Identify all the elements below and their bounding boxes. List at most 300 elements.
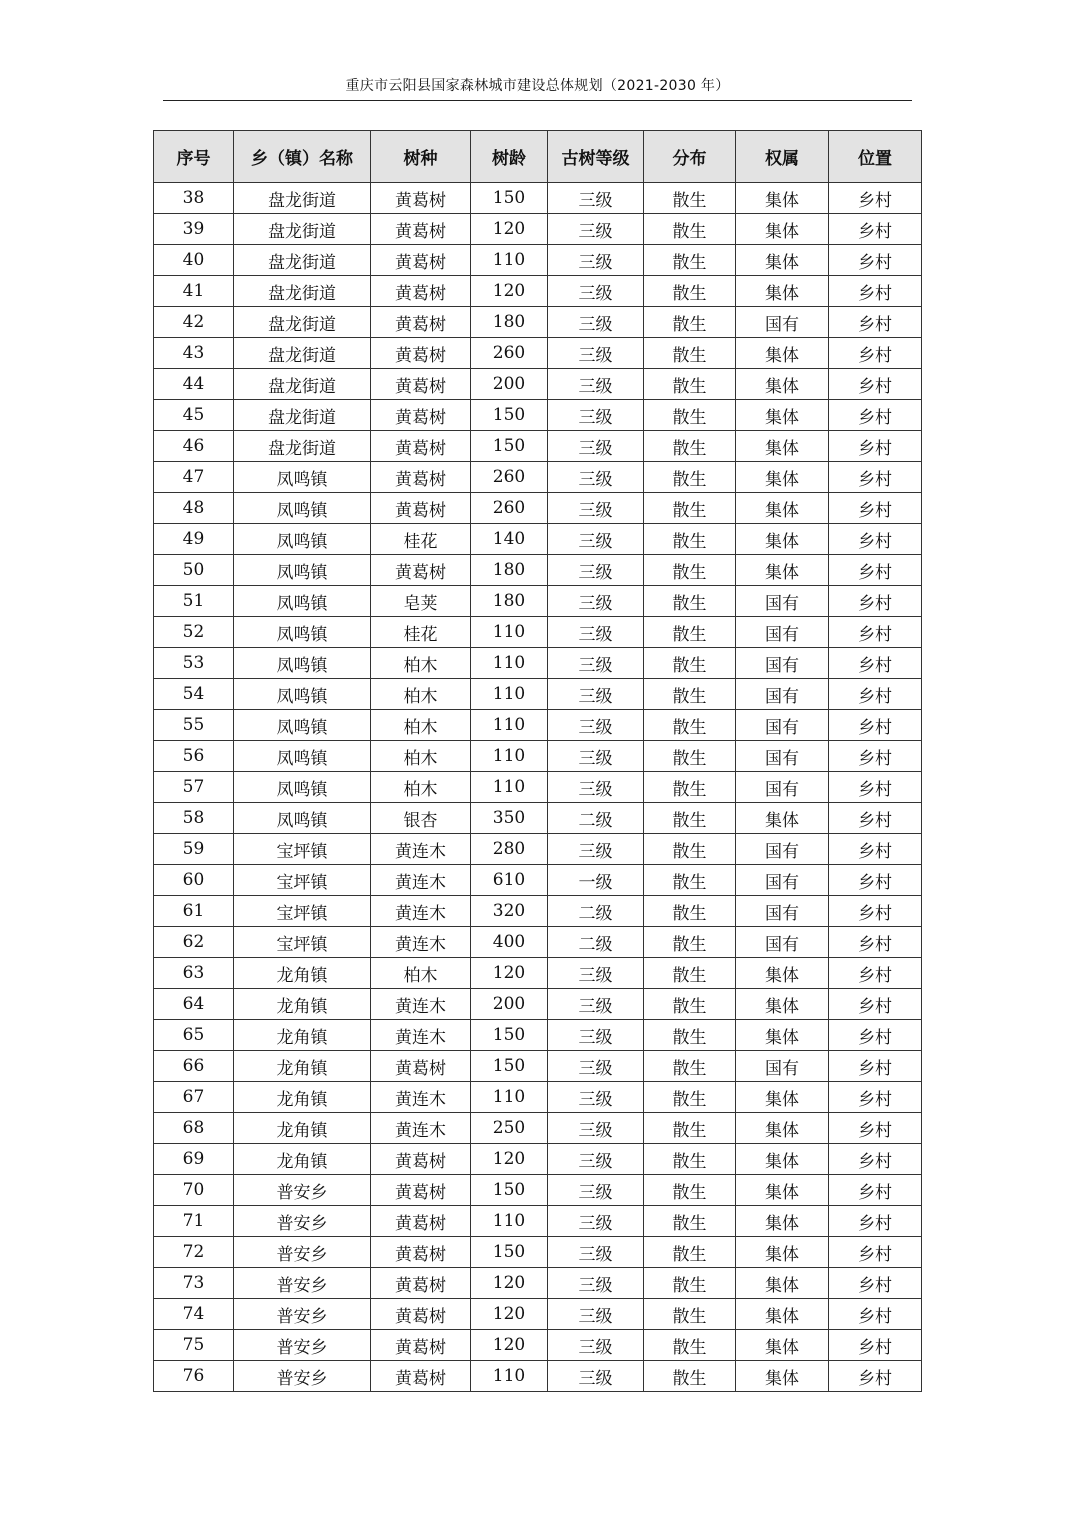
table-row (154, 555, 922, 586)
cell-distribution: 散生 (644, 648, 736, 679)
cell-location: 乡村 (829, 1330, 922, 1361)
cell-age: 400 (471, 927, 548, 958)
cell-location: 乡村 (829, 1051, 922, 1082)
table-row (154, 1175, 922, 1206)
cell-location: 乡村 (829, 183, 922, 214)
cell-age: 180 (471, 307, 548, 338)
cell-species: 柏木 (371, 679, 471, 710)
cell-township: 龙角镇 (234, 958, 371, 989)
cell-grade: 二级 (548, 927, 644, 958)
cell-distribution: 散生 (644, 586, 736, 617)
cell-index: 64 (154, 989, 234, 1020)
cell-species: 黄葛树 (371, 338, 471, 369)
cell-age: 120 (471, 1299, 548, 1330)
cell-age: 260 (471, 338, 548, 369)
cell-distribution: 散生 (644, 1299, 736, 1330)
table-row (154, 617, 922, 648)
cell-grade: 三级 (548, 276, 644, 307)
column-header-township: 乡（镇）名称 (234, 131, 371, 183)
cell-distribution: 散生 (644, 1175, 736, 1206)
cell-ownership: 国有 (736, 679, 829, 710)
cell-index: 42 (154, 307, 234, 338)
cell-ownership: 国有 (736, 710, 829, 741)
cell-species: 桂花 (371, 617, 471, 648)
cell-ownership: 集体 (736, 1268, 829, 1299)
cell-township: 普安乡 (234, 1330, 371, 1361)
cell-index: 39 (154, 214, 234, 245)
table-row (154, 741, 922, 772)
cell-ownership: 国有 (736, 772, 829, 803)
cell-index: 58 (154, 803, 234, 834)
cell-distribution: 散生 (644, 338, 736, 369)
cell-species: 黄葛树 (371, 1206, 471, 1237)
cell-species: 黄连木 (371, 989, 471, 1020)
cell-township: 凤鸣镇 (234, 555, 371, 586)
cell-township: 龙角镇 (234, 1113, 371, 1144)
cell-age: 110 (471, 679, 548, 710)
cell-age: 120 (471, 1144, 548, 1175)
cell-age: 110 (471, 772, 548, 803)
cell-age: 110 (471, 617, 548, 648)
cell-ownership: 国有 (736, 834, 829, 865)
table-row (154, 772, 922, 803)
cell-age: 150 (471, 1051, 548, 1082)
cell-age: 120 (471, 1330, 548, 1361)
cell-index: 48 (154, 493, 234, 524)
cell-township: 凤鸣镇 (234, 741, 371, 772)
cell-distribution: 散生 (644, 183, 736, 214)
cell-age: 260 (471, 493, 548, 524)
cell-location: 乡村 (829, 710, 922, 741)
cell-grade: 一级 (548, 865, 644, 896)
cell-age: 320 (471, 896, 548, 927)
cell-grade: 三级 (548, 834, 644, 865)
cell-grade: 三级 (548, 1020, 644, 1051)
cell-location: 乡村 (829, 1206, 922, 1237)
table-row (154, 338, 922, 369)
table-row (154, 307, 922, 338)
table-row (154, 431, 922, 462)
cell-distribution: 散生 (644, 555, 736, 586)
cell-ownership: 集体 (736, 1237, 829, 1268)
cell-township: 盘龙街道 (234, 431, 371, 462)
cell-index: 52 (154, 617, 234, 648)
cell-distribution: 散生 (644, 927, 736, 958)
cell-age: 150 (471, 431, 548, 462)
cell-distribution: 散生 (644, 617, 736, 648)
cell-township: 盘龙街道 (234, 214, 371, 245)
cell-grade: 三级 (548, 400, 644, 431)
table-row (154, 183, 922, 214)
table-row (154, 803, 922, 834)
cell-grade: 三级 (548, 338, 644, 369)
table-row (154, 679, 922, 710)
column-header-index: 序号 (154, 131, 234, 183)
cell-ownership: 集体 (736, 462, 829, 493)
cell-location: 乡村 (829, 369, 922, 400)
cell-index: 53 (154, 648, 234, 679)
table-row (154, 214, 922, 245)
table-row (154, 958, 922, 989)
cell-grade: 三级 (548, 555, 644, 586)
cell-index: 66 (154, 1051, 234, 1082)
cell-species: 皂荚 (371, 586, 471, 617)
cell-township: 盘龙街道 (234, 369, 371, 400)
cell-location: 乡村 (829, 307, 922, 338)
cell-grade: 三级 (548, 648, 644, 679)
cell-index: 44 (154, 369, 234, 400)
cell-township: 龙角镇 (234, 1051, 371, 1082)
cell-age: 110 (471, 1361, 548, 1392)
table-row (154, 1268, 922, 1299)
cell-species: 黄葛树 (371, 1175, 471, 1206)
cell-species: 黄葛树 (371, 493, 471, 524)
cell-ownership: 集体 (736, 524, 829, 555)
cell-grade: 三级 (548, 462, 644, 493)
cell-location: 乡村 (829, 989, 922, 1020)
cell-township: 盘龙街道 (234, 183, 371, 214)
cell-location: 乡村 (829, 772, 922, 803)
table-row (154, 1051, 922, 1082)
cell-species: 黄葛树 (371, 307, 471, 338)
cell-township: 凤鸣镇 (234, 493, 371, 524)
cell-location: 乡村 (829, 927, 922, 958)
cell-township: 盘龙街道 (234, 400, 371, 431)
cell-ownership: 集体 (736, 1299, 829, 1330)
cell-distribution: 散生 (644, 679, 736, 710)
cell-ownership: 集体 (736, 369, 829, 400)
cell-index: 46 (154, 431, 234, 462)
cell-index: 62 (154, 927, 234, 958)
cell-location: 乡村 (829, 1237, 922, 1268)
cell-index: 45 (154, 400, 234, 431)
cell-location: 乡村 (829, 648, 922, 679)
cell-index: 68 (154, 1113, 234, 1144)
cell-ownership: 集体 (736, 183, 829, 214)
cell-species: 黄葛树 (371, 462, 471, 493)
cell-township: 凤鸣镇 (234, 586, 371, 617)
cell-township: 凤鸣镇 (234, 462, 371, 493)
column-header-location: 位置 (829, 131, 922, 183)
cell-ownership: 集体 (736, 276, 829, 307)
cell-township: 盘龙街道 (234, 307, 371, 338)
cell-distribution: 散生 (644, 431, 736, 462)
cell-township: 普安乡 (234, 1268, 371, 1299)
cell-township: 普安乡 (234, 1206, 371, 1237)
cell-grade: 三级 (548, 1113, 644, 1144)
table-row (154, 865, 922, 896)
cell-location: 乡村 (829, 462, 922, 493)
cell-grade: 三级 (548, 1361, 644, 1392)
cell-ownership: 集体 (736, 214, 829, 245)
column-header-species: 树种 (371, 131, 471, 183)
cell-location: 乡村 (829, 586, 922, 617)
cell-species: 黄葛树 (371, 431, 471, 462)
cell-species: 黄葛树 (371, 1237, 471, 1268)
cell-age: 150 (471, 400, 548, 431)
cell-ownership: 集体 (736, 803, 829, 834)
table-row (154, 1144, 922, 1175)
cell-age: 150 (471, 1175, 548, 1206)
cell-age: 280 (471, 834, 548, 865)
cell-index: 71 (154, 1206, 234, 1237)
cell-species: 柏木 (371, 772, 471, 803)
cell-species: 黄葛树 (371, 369, 471, 400)
cell-distribution: 散生 (644, 896, 736, 927)
cell-ownership: 集体 (736, 338, 829, 369)
cell-age: 120 (471, 958, 548, 989)
cell-ownership: 集体 (736, 245, 829, 276)
cell-distribution: 散生 (644, 834, 736, 865)
cell-species: 黄葛树 (371, 1268, 471, 1299)
cell-age: 150 (471, 1237, 548, 1268)
cell-ownership: 国有 (736, 927, 829, 958)
cell-age: 150 (471, 1020, 548, 1051)
cell-index: 73 (154, 1268, 234, 1299)
page-header: 重庆市云阳县国家森林城市建设总体规划（2021-2030 年） (163, 74, 912, 101)
cell-species: 黄葛树 (371, 276, 471, 307)
cell-age: 350 (471, 803, 548, 834)
column-header-age: 树龄 (471, 131, 548, 183)
cell-index: 74 (154, 1299, 234, 1330)
cell-location: 乡村 (829, 431, 922, 462)
cell-index: 43 (154, 338, 234, 369)
cell-species: 黄连木 (371, 896, 471, 927)
table-row (154, 1206, 922, 1237)
cell-ownership: 国有 (736, 741, 829, 772)
cell-species: 黄葛树 (371, 183, 471, 214)
cell-location: 乡村 (829, 1020, 922, 1051)
cell-distribution: 散生 (644, 741, 736, 772)
cell-species: 黄连木 (371, 834, 471, 865)
cell-species: 柏木 (371, 741, 471, 772)
cell-index: 65 (154, 1020, 234, 1051)
cell-distribution: 散生 (644, 369, 736, 400)
cell-grade: 三级 (548, 1082, 644, 1113)
cell-township: 盘龙街道 (234, 338, 371, 369)
cell-location: 乡村 (829, 214, 922, 245)
cell-grade: 三级 (548, 710, 644, 741)
cell-township: 凤鸣镇 (234, 524, 371, 555)
cell-location: 乡村 (829, 493, 922, 524)
cell-location: 乡村 (829, 803, 922, 834)
cell-index: 40 (154, 245, 234, 276)
cell-distribution: 散生 (644, 462, 736, 493)
column-header-ownership: 权属 (736, 131, 829, 183)
cell-ownership: 集体 (736, 400, 829, 431)
cell-grade: 三级 (548, 1237, 644, 1268)
cell-ownership: 集体 (736, 555, 829, 586)
cell-distribution: 散生 (644, 1330, 736, 1361)
table-row (154, 524, 922, 555)
cell-index: 75 (154, 1330, 234, 1361)
cell-township: 宝坪镇 (234, 896, 371, 927)
cell-township: 凤鸣镇 (234, 772, 371, 803)
cell-species: 黄葛树 (371, 1330, 471, 1361)
cell-distribution: 散生 (644, 1206, 736, 1237)
cell-grade: 三级 (548, 245, 644, 276)
table-row (154, 834, 922, 865)
cell-township: 龙角镇 (234, 1082, 371, 1113)
cell-species: 黄葛树 (371, 555, 471, 586)
cell-township: 凤鸣镇 (234, 617, 371, 648)
cell-species: 柏木 (371, 648, 471, 679)
cell-location: 乡村 (829, 1113, 922, 1144)
cell-grade: 三级 (548, 1299, 644, 1330)
cell-grade: 二级 (548, 896, 644, 927)
cell-grade: 三级 (548, 369, 644, 400)
table-row (154, 1361, 922, 1392)
cell-ownership: 集体 (736, 1175, 829, 1206)
cell-distribution: 散生 (644, 772, 736, 803)
cell-index: 55 (154, 710, 234, 741)
cell-grade: 三级 (548, 989, 644, 1020)
cell-township: 凤鸣镇 (234, 679, 371, 710)
cell-distribution: 散生 (644, 1113, 736, 1144)
cell-ownership: 国有 (736, 586, 829, 617)
cell-distribution: 散生 (644, 989, 736, 1020)
cell-age: 110 (471, 648, 548, 679)
cell-grade: 三级 (548, 1206, 644, 1237)
cell-grade: 三级 (548, 1144, 644, 1175)
cell-age: 150 (471, 183, 548, 214)
cell-species: 黄连木 (371, 1113, 471, 1144)
cell-ownership: 集体 (736, 1020, 829, 1051)
cell-location: 乡村 (829, 276, 922, 307)
table-row (154, 1237, 922, 1268)
cell-distribution: 散生 (644, 865, 736, 896)
cell-township: 凤鸣镇 (234, 710, 371, 741)
cell-location: 乡村 (829, 958, 922, 989)
table-row (154, 1082, 922, 1113)
cell-grade: 三级 (548, 1330, 644, 1361)
table-row (154, 1113, 922, 1144)
cell-grade: 三级 (548, 617, 644, 648)
table-row (154, 989, 922, 1020)
cell-grade: 三级 (548, 307, 644, 338)
cell-location: 乡村 (829, 1361, 922, 1392)
cell-age: 200 (471, 369, 548, 400)
cell-distribution: 散生 (644, 1237, 736, 1268)
cell-species: 黄连木 (371, 865, 471, 896)
cell-location: 乡村 (829, 1299, 922, 1330)
cell-distribution: 散生 (644, 524, 736, 555)
cell-location: 乡村 (829, 338, 922, 369)
cell-age: 120 (471, 276, 548, 307)
cell-ownership: 集体 (736, 1082, 829, 1113)
cell-species: 黄连木 (371, 927, 471, 958)
cell-distribution: 散生 (644, 276, 736, 307)
cell-ownership: 国有 (736, 617, 829, 648)
column-header-grade: 古树等级 (548, 131, 644, 183)
table-row (154, 586, 922, 617)
cell-index: 69 (154, 1144, 234, 1175)
cell-grade: 三级 (548, 1051, 644, 1082)
cell-index: 49 (154, 524, 234, 555)
cell-grade: 三级 (548, 741, 644, 772)
cell-ownership: 集体 (736, 493, 829, 524)
cell-township: 龙角镇 (234, 989, 371, 1020)
cell-ownership: 集体 (736, 1206, 829, 1237)
cell-ownership: 国有 (736, 896, 829, 927)
cell-index: 67 (154, 1082, 234, 1113)
cell-species: 桂花 (371, 524, 471, 555)
cell-grade: 三级 (548, 586, 644, 617)
cell-ownership: 国有 (736, 648, 829, 679)
cell-location: 乡村 (829, 524, 922, 555)
cell-age: 180 (471, 586, 548, 617)
table-row (154, 369, 922, 400)
cell-ownership: 国有 (736, 1051, 829, 1082)
cell-township: 宝坪镇 (234, 865, 371, 896)
cell-ownership: 集体 (736, 1361, 829, 1392)
cell-distribution: 散生 (644, 1020, 736, 1051)
table-header-row (154, 131, 922, 183)
cell-grade: 三级 (548, 772, 644, 803)
cell-distribution: 散生 (644, 1361, 736, 1392)
cell-location: 乡村 (829, 1268, 922, 1299)
cell-township: 龙角镇 (234, 1144, 371, 1175)
cell-grade: 三级 (548, 431, 644, 462)
cell-grade: 三级 (548, 524, 644, 555)
cell-location: 乡村 (829, 1144, 922, 1175)
table-row (154, 400, 922, 431)
cell-ownership: 集体 (736, 1144, 829, 1175)
cell-index: 59 (154, 834, 234, 865)
cell-age: 110 (471, 1082, 548, 1113)
cell-age: 110 (471, 1206, 548, 1237)
cell-index: 51 (154, 586, 234, 617)
cell-index: 72 (154, 1237, 234, 1268)
cell-index: 41 (154, 276, 234, 307)
cell-location: 乡村 (829, 245, 922, 276)
cell-index: 63 (154, 958, 234, 989)
cell-index: 38 (154, 183, 234, 214)
cell-index: 56 (154, 741, 234, 772)
cell-ownership: 集体 (736, 1113, 829, 1144)
cell-species: 黄葛树 (371, 245, 471, 276)
cell-species: 黄葛树 (371, 1299, 471, 1330)
cell-township: 龙角镇 (234, 1020, 371, 1051)
cell-ownership: 集体 (736, 989, 829, 1020)
cell-ownership: 国有 (736, 865, 829, 896)
cell-distribution: 散生 (644, 1268, 736, 1299)
cell-distribution: 散生 (644, 245, 736, 276)
cell-age: 260 (471, 462, 548, 493)
table-row (154, 245, 922, 276)
cell-age: 610 (471, 865, 548, 896)
cell-age: 250 (471, 1113, 548, 1144)
cell-distribution: 散生 (644, 1051, 736, 1082)
cell-location: 乡村 (829, 617, 922, 648)
table-row (154, 1020, 922, 1051)
cell-species: 黄葛树 (371, 1051, 471, 1082)
cell-township: 宝坪镇 (234, 834, 371, 865)
cell-distribution: 散生 (644, 803, 736, 834)
cell-index: 50 (154, 555, 234, 586)
cell-age: 110 (471, 741, 548, 772)
cell-ownership: 集体 (736, 431, 829, 462)
cell-species: 银杏 (371, 803, 471, 834)
cell-grade: 三级 (548, 214, 644, 245)
cell-location: 乡村 (829, 1082, 922, 1113)
table-row (154, 1330, 922, 1361)
cell-index: 54 (154, 679, 234, 710)
cell-species: 黄葛树 (371, 400, 471, 431)
cell-grade: 二级 (548, 803, 644, 834)
cell-age: 200 (471, 989, 548, 1020)
cell-ownership: 集体 (736, 958, 829, 989)
